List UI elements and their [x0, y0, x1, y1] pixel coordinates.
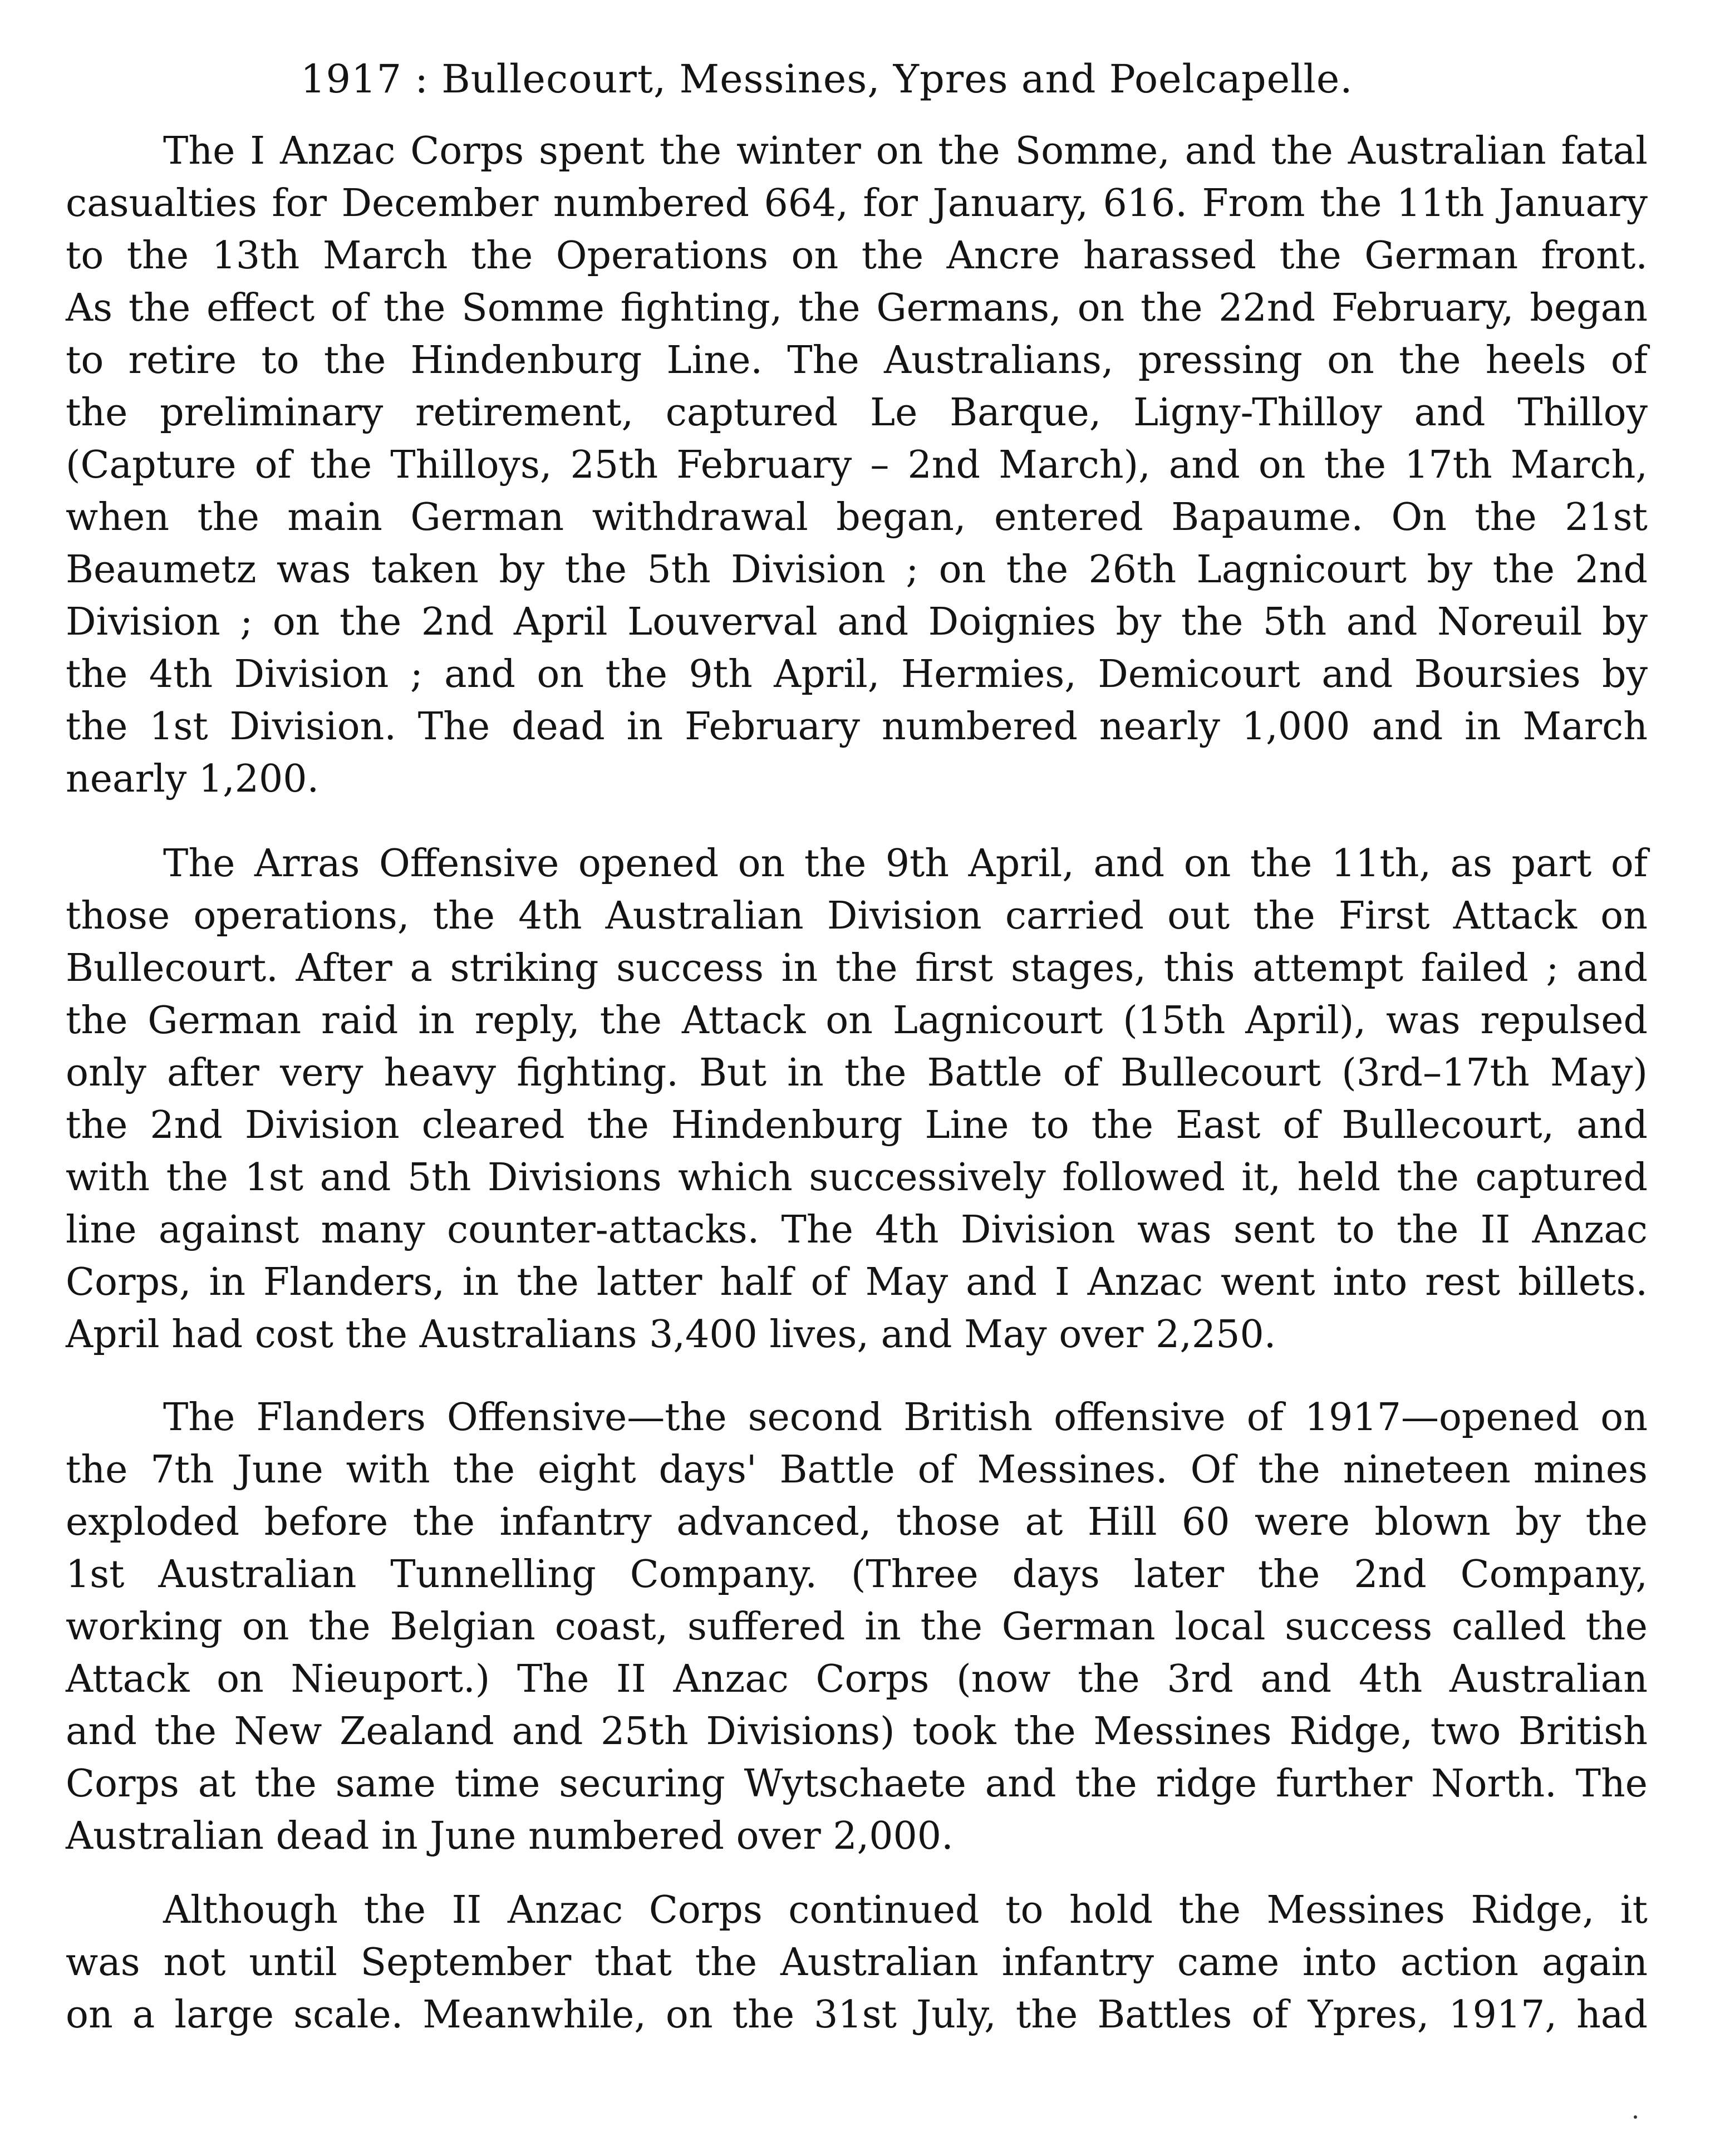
scan-speck: [1634, 2115, 1637, 2119]
text-line: line against many counter-attacks. The 4th Division was sent to the II Anzac: [66, 1208, 1648, 1252]
text-line: The Arras Offensive opened on the 9th April, and on the 11th, as part of: [163, 842, 1648, 886]
text-line: to the 13th March the Operations on the Ancre harassed the German front.: [66, 234, 1648, 278]
text-line: (Capture of the Thilloys, 25th February – 2nd March), and on the 17th March,: [66, 443, 1648, 487]
text-line: Attack on Nieuport.) The II Anzac Corps (now the 3rd and 4th Australian: [66, 1657, 1648, 1701]
text-line: Corps, in Flanders, in the latter half of May and I Anzac went into rest billets.: [66, 1260, 1648, 1304]
paragraph-1: [66, 125, 1648, 806]
text-line: only after very heavy fighting. But in the Battle of Bullecourt (3rd–17th May): [66, 1051, 1648, 1095]
text-line: exploded before the infantry advanced, those at Hill 60 were blown by the: [66, 1500, 1648, 1544]
text-line: The I Anzac Corps spent the winter on the Somme, and the Australian fatal: [163, 129, 1648, 173]
paragraph-2: [66, 838, 1648, 1361]
text-line: nearly 1,200.: [66, 757, 320, 801]
text-line: was not until September that the Australian infantry came into action again: [66, 1941, 1648, 1985]
text-line: Division ; on the 2nd April Louverval and Doignies by the 5th and Noreuil by: [66, 600, 1648, 644]
text-line: April had cost the Australians 3,400 lives, and May over 2,250.: [66, 1313, 1276, 1357]
text-line: those operations, the 4th Australian Division carried out the First Attack on: [66, 894, 1648, 938]
text-line: with the 1st and 5th Divisions which successively followed it, held the captured: [66, 1156, 1648, 1200]
page-heading: 1917 : Bullecourt, Messines, Ypres and Poelcapelle.: [301, 56, 1353, 102]
text-line: the German raid in reply, the Attack on Lagnicourt (15th April), was repulsed: [66, 999, 1648, 1043]
text-line: and the New Zealand and 25th Divisions) took the Messines Ridge, two British: [66, 1710, 1648, 1754]
text-line: Corps at the same time securing Wytschaete and the ridge further North. The: [66, 1762, 1648, 1806]
text-line: the 1st Division. The dead in February numbered nearly 1,000 and in March: [66, 705, 1648, 749]
paragraph-3: [66, 1392, 1648, 1863]
paragraph-4: [66, 1884, 1648, 2041]
text-line: Australian dead in June numbered over 2,000.: [66, 1814, 954, 1858]
text-line: working on the Belgian coast, suffered in the German local success called the: [66, 1605, 1648, 1649]
text-line: the 2nd Division cleared the Hindenburg Line to the East of Bullecourt, and: [66, 1103, 1648, 1147]
text-line: casualties for December numbered 664, for January, 616. From the 11th January: [66, 181, 1648, 225]
text-line: the 4th Division ; and on the 9th April, Hermies, Demicourt and Boursies by: [66, 652, 1648, 696]
text-line: Bullecourt. After a striking success in the first stages, this attempt failed ; and: [66, 946, 1648, 990]
text-line: on a large scale. Meanwhile, on the 31st July, the Battles of Ypres, 1917, had: [66, 1993, 1648, 2037]
text-line: to retire to the Hindenburg Line. The Australians, pressing on the heels of: [66, 338, 1648, 382]
text-line: when the main German withdrawal began, entered Bapaume. On the 21st: [66, 495, 1648, 539]
text-line: Beaumetz was taken by the 5th Division ; on the 26th Lagnicourt by the 2nd: [66, 548, 1648, 592]
text-line: The Flanders Offensive—the second British offensive of 1917—opened on: [163, 1396, 1648, 1440]
text-line: the preliminary retirement, captured Le Barque, Ligny-Thilloy and Thilloy: [66, 391, 1648, 435]
text-line: As the effect of the Somme fighting, the Germans, on the 22nd February, began: [66, 286, 1648, 330]
text-line: the 7th June with the eight days' Battle of Messines. Of the nineteen mines: [66, 1448, 1648, 1492]
text-line: Although the II Anzac Corps continued to hold the Messines Ridge, it: [163, 1888, 1648, 1932]
text-line: 1st Australian Tunnelling Company. (Three days later the 2nd Company,: [66, 1553, 1648, 1597]
